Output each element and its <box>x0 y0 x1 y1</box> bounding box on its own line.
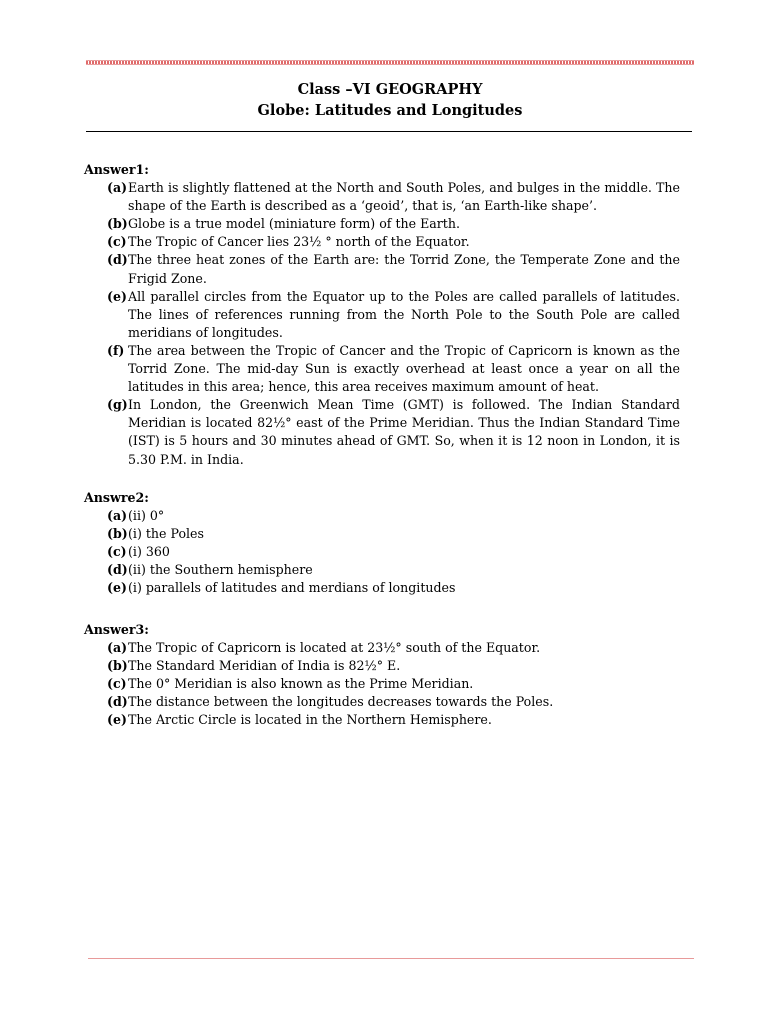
item-label: (d) <box>107 252 128 268</box>
answer3-section <box>84 621 680 730</box>
item-text: The Tropic of Cancer lies 23½ ° north of the Equator. <box>128 234 470 250</box>
title-divider <box>86 131 692 132</box>
item-text: (ii) 0° <box>128 508 165 524</box>
item-text: (i) parallels of latitudes and merdians of longitudes <box>128 580 456 596</box>
answer2-item-d <box>84 561 680 579</box>
answer1-item-g <box>84 396 680 468</box>
answer1-item-f <box>84 342 680 396</box>
item-label: (d) <box>107 562 128 578</box>
item-label: (b) <box>107 526 128 542</box>
item-label: (e) <box>107 288 127 304</box>
item-text: (i) 360 <box>128 544 170 560</box>
item-label: (a) <box>107 180 128 196</box>
answer2-section <box>84 489 680 598</box>
answer3-item-c <box>84 675 680 693</box>
item-text: Earth is slightly flattened at the North and South Poles, and bulges in the middle. The shape of the Earth is described as a ‘geoid’, that is, ‘an Earth-like shape’. <box>128 180 680 214</box>
item-label: (c) <box>107 676 127 692</box>
answer1-item-b <box>84 215 680 233</box>
answer2-item-e <box>84 579 680 597</box>
answer2-item-c <box>84 543 680 561</box>
answer3-item-e <box>84 711 680 729</box>
item-label: (f) <box>107 342 125 358</box>
answer1-item-a <box>84 179 680 215</box>
title-class-line: Class –VI GEOGRAPHY <box>297 81 483 98</box>
answer2-heading: Answre2: <box>84 490 149 505</box>
item-label: (b) <box>107 216 128 232</box>
answer1-item-c <box>84 233 680 251</box>
item-text: The Standard Meridian of India is 82½° E. <box>128 658 401 674</box>
item-text: In London, the Greenwich Mean Time (GMT) is followed. The Indian Standard Meridian is located 82½° east of the Prime Meridian. Thus the Indian Standard Time (IST) is 5 hours and 30 minutes ahead of GMT. So, when it is 12 noon in London, it is 5.30 P.M. in India. <box>128 397 680 467</box>
item-label: (d) <box>107 694 128 710</box>
answer3-item-a <box>84 639 680 657</box>
page-title <box>86 79 694 121</box>
answer3-item-b <box>84 657 680 675</box>
answer1-item-e <box>84 288 680 342</box>
answer2-item-b <box>84 525 680 543</box>
item-label: (a) <box>107 640 128 656</box>
item-text: All parallel circles from the Equator up to the Poles are called parallels of latitudes. The lines of references running from the North Pole to the South Pole are called meridians of longitudes. <box>128 288 680 340</box>
item-text: The 0° Meridian is also known as the Prime Meridian. <box>128 676 474 692</box>
answer1-item-d <box>84 251 680 287</box>
item-text: The three heat zones of the Earth are: the Torrid Zone, the Temperate Zone and the Frigid Zone. <box>128 252 680 286</box>
item-text: (ii) the Southern hemisphere <box>128 562 313 578</box>
item-text: The Arctic Circle is located in the Northern Hemisphere. <box>128 712 492 728</box>
footer-rule <box>88 958 694 959</box>
answer2-item-a <box>84 507 680 525</box>
item-label: (b) <box>107 658 128 674</box>
answer1-section <box>84 161 680 469</box>
title-topic-line: Globe: Latitudes and Longitudes <box>257 102 523 119</box>
item-label: (c) <box>107 544 127 560</box>
item-text: The distance between the longitudes decreases towards the Poles. <box>128 694 554 710</box>
item-label: (e) <box>107 712 127 728</box>
item-label: (a) <box>107 508 128 524</box>
item-label: (g) <box>107 397 128 413</box>
item-text: The area between the Tropic of Cancer and the Tropic of Capricorn is known as the Torrid Zone. The mid-day Sun is exactly overhead at least once a year on all the latitudes in this area; hence, this area receives maximum amount of heat. <box>128 342 680 395</box>
item-text: The Tropic of Capricorn is located at 23½° south of the Equator. <box>128 640 541 656</box>
answer3-item-d <box>84 693 680 711</box>
header-decorative-rule <box>86 60 694 65</box>
item-text: Globe is a true model (miniature form) of the Earth. <box>128 216 460 232</box>
item-text: (i) the Poles <box>128 526 204 542</box>
item-label: (e) <box>107 580 127 596</box>
item-label: (c) <box>107 234 127 250</box>
answer3-heading: Answer3: <box>84 622 149 637</box>
answer1-heading: Answer1: <box>84 162 149 177</box>
